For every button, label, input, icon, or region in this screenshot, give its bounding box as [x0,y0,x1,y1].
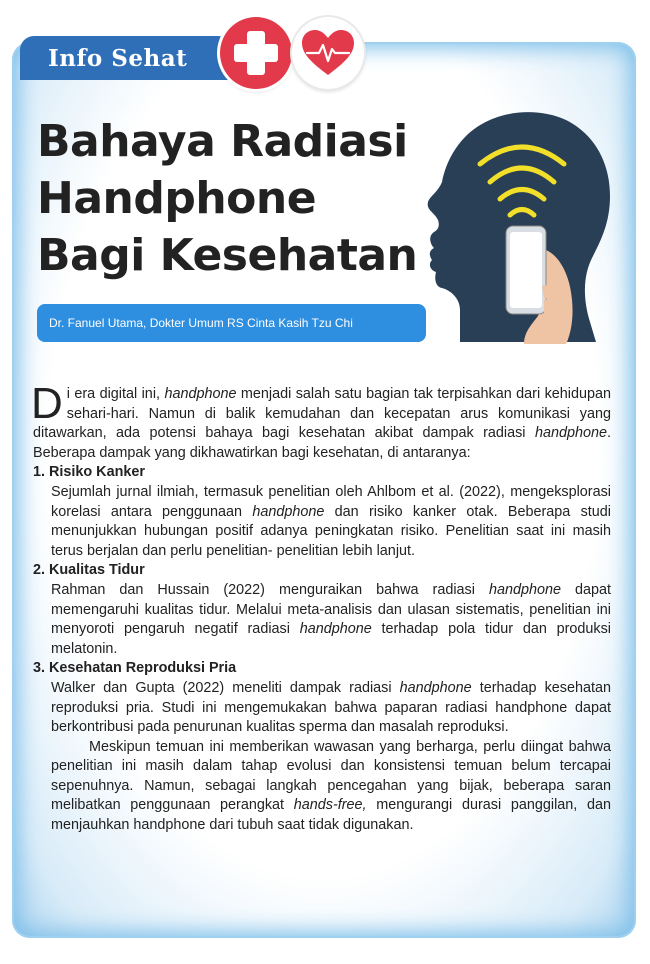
list-item-text: Rahman dan Hussain (2022) menguraikan bahwa radiasi handphone dapat memengaruhi kualitas tidur. Melalui meta-analisis dan ulasan sistematis, penelitian ini menyoroti pengaruh negatif radiasi handphone terhadap pola tidur dan produksi melatonin. [51,581,611,657]
list-item-heading: 1. Risiko Kanker [33,464,145,481]
list-item-heading: 3. Kesehatan Reproduksi Pria [33,660,237,677]
dropcap: D [31,379,63,428]
head-with-phone-signal-illustration [420,100,616,351]
list-item-text: Sejumlah jurnal ilmiah, termasuk penelitian oleh Ahlbom et al. (2022), mengeksplorasi korelasi antara penggunaan handphone dan risiko kanker otak. Beberapa studi menunjukkan hubungan positif adanya peningkatan risiko. Penelitian saat ini masih terus berjalan dan perlu penelitian- penelitian lebih lanjut. [51,483,611,559]
author-banner: Dr. Fanuel Utama, Dokter Umum RS Cinta Kasih Tzu Chi [37,304,426,342]
title-line: Bagi Kesehatan [37,230,418,281]
article-body [31,379,612,836]
medical-cross-icon [220,17,292,89]
list-item-text: Walker dan Gupta (2022) meneliti dampak radiasi handphone terhadap kesehatan reproduksi pria. Studi ini mengemukakan bahwa paparan radiasi handphone dapat berkontribusi pada penurunan kualitas sperma dan masalah reproduksi. [51,679,612,736]
heartbeat-icon [292,17,364,89]
title-line: Handphone [37,173,317,224]
intro-paragraph: Di era digital ini, handphone menjadi salah satu bagian tak terpisahkan dari kehidupan sehari-hari. Namun di balik kemudahan dan kecepatan arus komunikasi yang ditawarkan, ada potensi bahaya bagi kesehatan akibat dampak radiasi handphone. Beberapa dampak yang dikhawatirkan bagi kesehatan, di antaranya: [31,379,611,461]
closing-paragraph: Meskipun temuan ini memberikan wawasan yang berharga, perlu diingat bahwa penelitian ini masih dalam tahap evolusi dan konsistensi temuan belum tercapai sepenuhnya. Namun, sebagai langkah pencegahan yang bijak, beberapa saran melibatkan penggunaan perangkat hands-free, mengurangi durasi panggilan, dan menjauhkan handphone dari tubuh saat tidak digunakan. [51,738,611,834]
title-line: Bahaya Radiasi [37,116,408,167]
article-title [37,113,417,284]
section-tab-label: Info Sehat [48,45,188,72]
list-item-heading: 2. Kualitas Tidur [33,562,145,579]
